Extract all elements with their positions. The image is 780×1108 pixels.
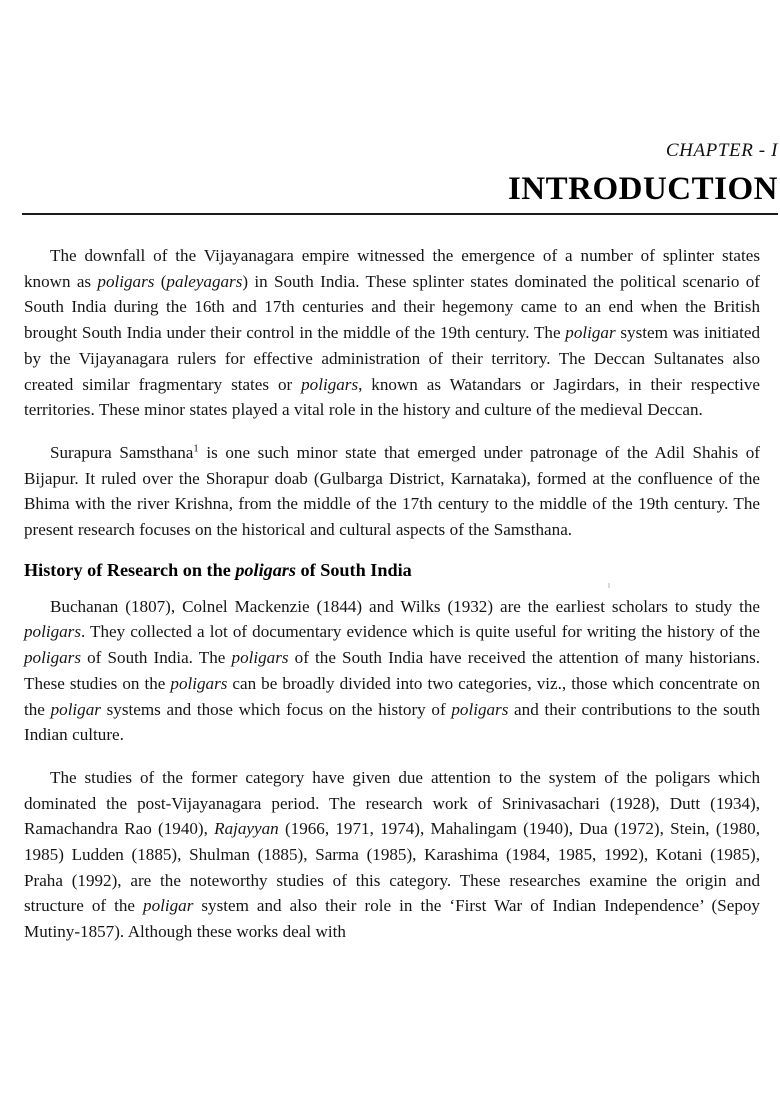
paragraph-2 — [24, 440, 760, 543]
paragraph-4-text-c: system and also their role in the ‘First War of Indian Independence’ (Sepoy Mutiny-1857). Although these works deal with — [24, 896, 760, 942]
citation-rajayyan: Rajayyan — [214, 819, 279, 839]
body-text-column — [24, 243, 760, 962]
section-heading-text-b: of South India — [295, 559, 412, 580]
paragraph-1-text-a: The downfall of the Vijayanagara empire witnessed the emergence of a number of splinter states known as — [24, 246, 760, 291]
paragraph-1-text-e: , known as Watandars or Jagirdars, in their respective territories. These minor states played a vital role in the history and culture of the medieval Deccan. — [24, 374, 760, 420]
paragraph-4 — [24, 765, 760, 945]
paragraph-3-text-c: of South India. The — [81, 648, 232, 668]
paragraph-3-text-f: systems and those which focus on the history of — [100, 699, 452, 719]
section-heading-text-a: History of Research on the — [24, 559, 236, 580]
term-poligar-2: poligar — [50, 699, 101, 719]
term-poligars-3: poligars — [24, 622, 81, 642]
paragraph-3-text-b: . They collected a lot of documentary evidence which is quite useful for writing the history of the — [81, 622, 760, 642]
term-poligars-2: poligars — [301, 374, 359, 394]
paragraph-3-text-d: of the South India have received the attention of many historians. These studies on the — [24, 648, 761, 693]
section-heading-term-poligars: poligars — [235, 559, 296, 580]
paragraph-4-text-b: (1966, 1971, 1974), Mahalingam (1940), Dua (1972), Stein, (1980, 1985) Ludden (1885), Shulman (1885), Sarma (1985), Karashima (1984, 1985, 1992), Kotani (1985), Praha (1992), are the noteworthy studies of this category. These researches examine the origin and structure of the — [24, 819, 760, 916]
title-divider — [22, 213, 778, 215]
term-poligars-6: poligars — [170, 673, 228, 693]
paragraph-4-text-a: The studies of the former category have given due attention to the system of the poligars which dominated the post-Vijayanagara period. The research work of Srinivasachari (1928), Dutt (1934), Ramachandra Rao (1940), — [24, 767, 760, 839]
page-title: INTRODUCTION — [507, 170, 778, 207]
term-poligars-7: poligars — [451, 699, 509, 719]
paragraph-1-text-c: ) in South India. These splinter states dominated the political scenario of South India during the 16th and 17th centuries and their hegemony came to an end when the British brought South India under their control in the middle of the 19th century. The — [24, 271, 760, 343]
paragraph-3-text-e: can be broadly divided into two categories, viz., those which concentrate on the — [24, 673, 760, 719]
paragraph-1-text-b: ( — [154, 271, 167, 291]
paragraph-2-text-a: Surapura Samsthana — [50, 442, 194, 462]
paragraph-3-text-g: and their contributions to the south Indian culture. — [24, 699, 761, 745]
paragraph-3 — [24, 594, 760, 748]
term-poligar-3: poligar — [143, 896, 194, 916]
scan-speck — [608, 583, 610, 588]
chapter-header — [22, 140, 778, 215]
term-paleyagars: paleyagars — [166, 271, 243, 291]
paragraph-3-text-a: Buchanan (1807), Colnel Mackenzie (1844) and Wilks (1932) are the earliest scholars to study the — [50, 596, 760, 616]
term-poligar: poligar — [565, 323, 616, 343]
paragraph-2-text-b: is one such minor state that emerged under patronage of the Adil Shahis of Bijapur. It ruled over the Shorapur doab (Gulbarga District, Karnataka), formed at the confluence of the Bhima with the river Krishna, from the middle of the 17th century to the middle of the 19th century. The present research focuses on the historical and cultural aspects of the Samsthana. — [24, 442, 760, 540]
term-poligars-5: poligars — [231, 648, 289, 668]
section-heading-history-of-research — [24, 558, 760, 582]
term-poligars-4: poligars — [24, 648, 81, 668]
paragraph-1-text-d: system was initiated by the Vijayanagara rulers for effective administration of their territory. The Deccan Sultanates also created similar fragmentary states or — [24, 323, 760, 394]
footnote-marker: 1 — [193, 443, 199, 455]
chapter-label: CHAPTER - I — [665, 140, 778, 161]
term-poligars: poligars — [97, 271, 155, 291]
paragraph-1 — [24, 243, 760, 423]
